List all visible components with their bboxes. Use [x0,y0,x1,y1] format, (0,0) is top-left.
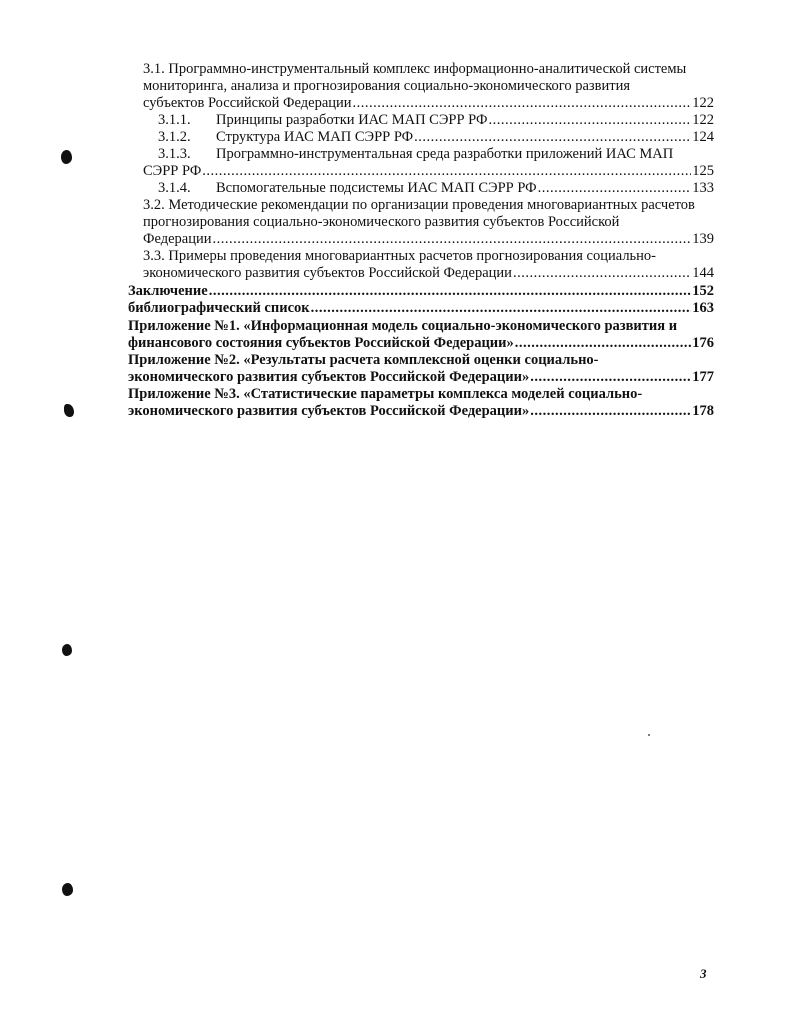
toc-entry-conclusion[interactable]: Заключение ..... 152 [128,283,714,299]
toc-entry-3-1-line-1: 3.1. Программно-инструментальный комплекс информационно-аналитической системы [143,61,687,77]
toc-entry-3-1-line-3[interactable]: субъектов Российской Федерации ..... 122 [143,95,714,111]
section-title: Программно-инструментальная среда разработки приложений ИАС МАП [216,146,674,162]
toc-entry-3-1-1[interactable] [158,112,714,128]
section-title: Структура ИАС МАП СЭРР РФ [216,129,414,145]
page-number: 3 [700,966,707,981]
page-ref: 176 [692,335,714,351]
page-ref: 124 [692,129,714,145]
section-title: Принципы разработки ИАС МАП СЭРР РФ [216,112,488,128]
dot-leader [311,300,692,316]
page-ref: 125 [692,163,714,179]
section-title: Вспомогательные подсистемы ИАС МАП СЭРР РФ [216,180,537,196]
toc-entry-3-1-line-2: мониторинга, анализа и прогнозирования социально-экономического развития [143,78,631,94]
page-ref: 178 [692,403,714,419]
section-number: 3.1.1. [158,112,191,128]
punch-hole-mark [62,644,72,656]
toc-entry-appendix-1-line-2[interactable]: финансового состояния субъектов Российской Федерации» ..... 176 [128,335,714,351]
dot-leader [212,231,691,247]
toc-entry-3-3-line-2[interactable]: экономического развития субъектов Российской Федерации ..... 144 [143,265,714,281]
section-number: 3.1.3. [158,146,191,162]
section-number: 3.1.2. [158,129,191,145]
toc-entry-appendix-2-line-2[interactable]: экономического развития субъектов Российской Федерации» ..... 177 [128,369,714,385]
page-ref: 163 [692,300,714,316]
dot-leader [414,129,691,145]
toc-entry-3-3-line-1: 3.3. Примеры проведения многовариантных расчетов прогнозирования социально- [143,248,657,264]
toc-entry-3-2-line-3[interactable]: Федерации ..... 139 [143,231,714,247]
punch-hole-mark [62,883,73,896]
dot-leader [202,163,691,179]
toc-entry-3-2-line-1: 3.2. Методические рекомендации по организации проведения многовариантных расчетов [143,197,695,213]
page-ref: 177 [692,369,714,385]
toc-entry-3-1-3-line-2[interactable]: СЭРР РФ ..... 125 [143,163,714,179]
page-ref: 144 [692,265,714,281]
toc-entry-3-1-2[interactable] [158,129,714,145]
toc-entry-3-2-line-2: прогнозирования социально-экономического развития субъектов Российской [143,214,620,230]
scan-speck [648,734,650,736]
toc-entry-3-1-4[interactable] [158,180,714,196]
dot-leader [530,403,691,419]
dot-leader [515,335,691,351]
page-ref: 122 [692,95,714,111]
page-ref: 122 [692,112,714,128]
dot-leader [513,265,691,281]
page-ref: 152 [692,283,714,299]
section-number: 3.1.4. [158,180,191,196]
punch-hole-mark [61,150,72,164]
page-ref: 133 [692,180,714,196]
dot-leader [209,283,692,299]
dot-leader [353,95,692,111]
dot-leader [530,369,691,385]
toc-entry-3-1-3-line-1 [158,146,714,162]
toc-entry-appendix-2-line-1: Приложение №2. «Результаты расчета комплексной оценки социально- [128,352,599,368]
toc-entry-appendix-1-line-1: Приложение №1. «Информационная модель социально-экономического развития и [128,318,678,334]
dot-leader [538,180,692,196]
toc-entry-appendix-3-line-1: Приложение №3. «Статистические параметры комплекса моделей социально- [128,386,643,402]
toc-entry-appendix-3-line-2[interactable]: экономического развития субъектов Российской Федерации» ..... 178 [128,403,714,419]
toc-entry-bibliography[interactable]: библиографический список ..... 163 [128,300,714,316]
page-ref: 139 [692,231,714,247]
dot-leader [488,112,691,128]
punch-hole-mark [64,404,74,417]
